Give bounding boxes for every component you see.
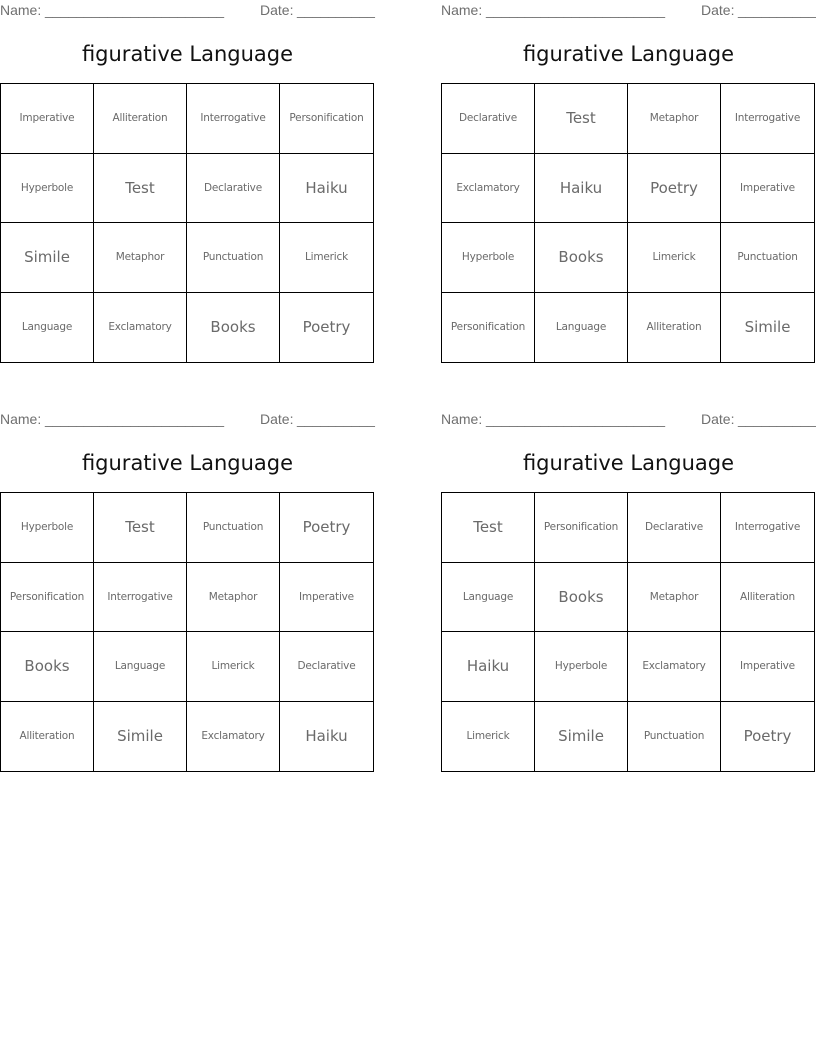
bingo-cell: Poetry bbox=[743, 727, 792, 746]
bingo-cell: Test bbox=[535, 84, 628, 154]
name-date-header bbox=[441, 411, 816, 429]
bingo-cell: Imperative bbox=[721, 154, 814, 224]
bingo-cell: Metaphor bbox=[628, 563, 721, 633]
bingo-cell: Declarative bbox=[280, 632, 373, 702]
bingo-cell: Simile bbox=[535, 702, 628, 772]
bingo-cell: Exclamatory bbox=[628, 632, 721, 702]
bingo-cell: Metaphor bbox=[187, 563, 280, 633]
bingo-cell: Personification bbox=[535, 493, 628, 563]
name-blank-line: _______________________ bbox=[486, 2, 666, 18]
bingo-cell: Haiku bbox=[535, 154, 628, 224]
card-title: figurative Language bbox=[81, 42, 294, 66]
bingo-cell: Alliteration bbox=[94, 84, 187, 154]
name-label: Name: bbox=[441, 2, 483, 18]
bingo-card-2 bbox=[441, 0, 816, 370]
bingo-cell: Language bbox=[94, 632, 187, 702]
bingo-cell: Punctuation bbox=[628, 702, 721, 772]
bingo-cell: Language bbox=[442, 563, 535, 633]
bingo-grid bbox=[0, 83, 374, 363]
bingo-cell: Interrogative bbox=[94, 563, 187, 633]
name-label: Name: bbox=[0, 411, 42, 427]
bingo-cell: Books bbox=[187, 293, 280, 363]
bingo-cell: Simile bbox=[94, 702, 187, 772]
bingo-cell: Hyperbole bbox=[1, 493, 94, 563]
bingo-cell: Alliteration bbox=[628, 293, 721, 363]
bingo-cell: Declarative bbox=[187, 154, 280, 224]
name-blank-line: _______________________ bbox=[45, 411, 225, 427]
bingo-cell: Imperative bbox=[280, 563, 373, 633]
date-label: Date: bbox=[260, 411, 294, 427]
bingo-cell: Declarative bbox=[442, 84, 535, 154]
card-title: figurative Language bbox=[522, 42, 735, 66]
bingo-cell: Exclamatory bbox=[94, 293, 187, 363]
bingo-grid bbox=[441, 83, 815, 363]
bingo-cell: Metaphor bbox=[628, 84, 721, 154]
bingo-cell: Punctuation bbox=[187, 493, 280, 563]
bingo-cell: Poetry bbox=[280, 493, 373, 563]
bingo-card-3 bbox=[0, 409, 375, 779]
bingo-cell: Imperative bbox=[1, 84, 94, 154]
bingo-cell: Limerick bbox=[442, 702, 535, 772]
bingo-cell: Haiku bbox=[280, 154, 373, 224]
bingo-cell: Imperative bbox=[721, 632, 814, 702]
date-label: Date: bbox=[701, 2, 735, 18]
bingo-cell: Exclamatory bbox=[442, 154, 535, 224]
bingo-cell: Hyperbole bbox=[535, 632, 628, 702]
bingo-cell: Test bbox=[94, 154, 187, 224]
card-title: figurative Language bbox=[81, 451, 294, 475]
name-blank-line: _______________________ bbox=[45, 2, 225, 18]
card-title: figurative Language bbox=[522, 451, 735, 475]
bingo-grid bbox=[0, 492, 374, 772]
bingo-grid bbox=[441, 492, 815, 772]
bingo-cell: Limerick bbox=[280, 223, 373, 293]
bingo-cell: Exclamatory bbox=[187, 702, 280, 772]
bingo-cell: Hyperbole bbox=[1, 154, 94, 224]
date-blank-line: __________ bbox=[297, 2, 375, 18]
bingo-cell: Limerick bbox=[628, 223, 721, 293]
bingo-card-1 bbox=[0, 0, 375, 370]
bingo-cell: Books bbox=[1, 632, 94, 702]
bingo-cell: Punctuation bbox=[187, 223, 280, 293]
name-date-header bbox=[0, 411, 375, 429]
bingo-cell: Test bbox=[442, 493, 535, 563]
bingo-cell: Simile bbox=[1, 223, 94, 293]
date-blank-line: __________ bbox=[738, 2, 816, 18]
date-label: Date: bbox=[701, 411, 735, 427]
bingo-cell: Alliteration bbox=[1, 702, 94, 772]
bingo-cell: Interrogative bbox=[721, 84, 814, 154]
bingo-cell: Test bbox=[94, 493, 187, 563]
bingo-cell: Language bbox=[535, 293, 628, 363]
bingo-cell: Books bbox=[535, 223, 628, 293]
bingo-cell: Haiku bbox=[442, 632, 535, 702]
bingo-cell: Declarative bbox=[628, 493, 721, 563]
bingo-card-4 bbox=[441, 409, 816, 779]
name-label: Name: bbox=[0, 2, 42, 18]
bingo-cell: Language bbox=[1, 293, 94, 363]
bingo-cell: Metaphor bbox=[94, 223, 187, 293]
date-blank-line: __________ bbox=[738, 411, 816, 427]
bingo-cell: Personification bbox=[280, 84, 373, 154]
bingo-cell: Poetry bbox=[628, 154, 721, 224]
bingo-cell: Personification bbox=[442, 293, 535, 363]
bingo-cell: Personification bbox=[1, 563, 94, 633]
bingo-cell: Interrogative bbox=[187, 84, 280, 154]
bingo-cell: Simile bbox=[744, 318, 791, 337]
bingo-cell: Interrogative bbox=[721, 493, 814, 563]
name-blank-line: _______________________ bbox=[486, 411, 666, 427]
bingo-cell: Hyperbole bbox=[442, 223, 535, 293]
bingo-cell: Punctuation bbox=[721, 223, 814, 293]
date-label: Date: bbox=[260, 2, 294, 18]
date-blank-line: __________ bbox=[297, 411, 375, 427]
bingo-cell: Haiku bbox=[305, 727, 348, 746]
bingo-cell: Alliteration bbox=[721, 563, 814, 633]
name-date-header bbox=[0, 2, 375, 20]
name-date-header bbox=[441, 2, 816, 20]
bingo-cell: Limerick bbox=[187, 632, 280, 702]
name-label: Name: bbox=[441, 411, 483, 427]
bingo-cell: Books bbox=[535, 563, 628, 633]
bingo-cell: Poetry bbox=[302, 318, 351, 337]
